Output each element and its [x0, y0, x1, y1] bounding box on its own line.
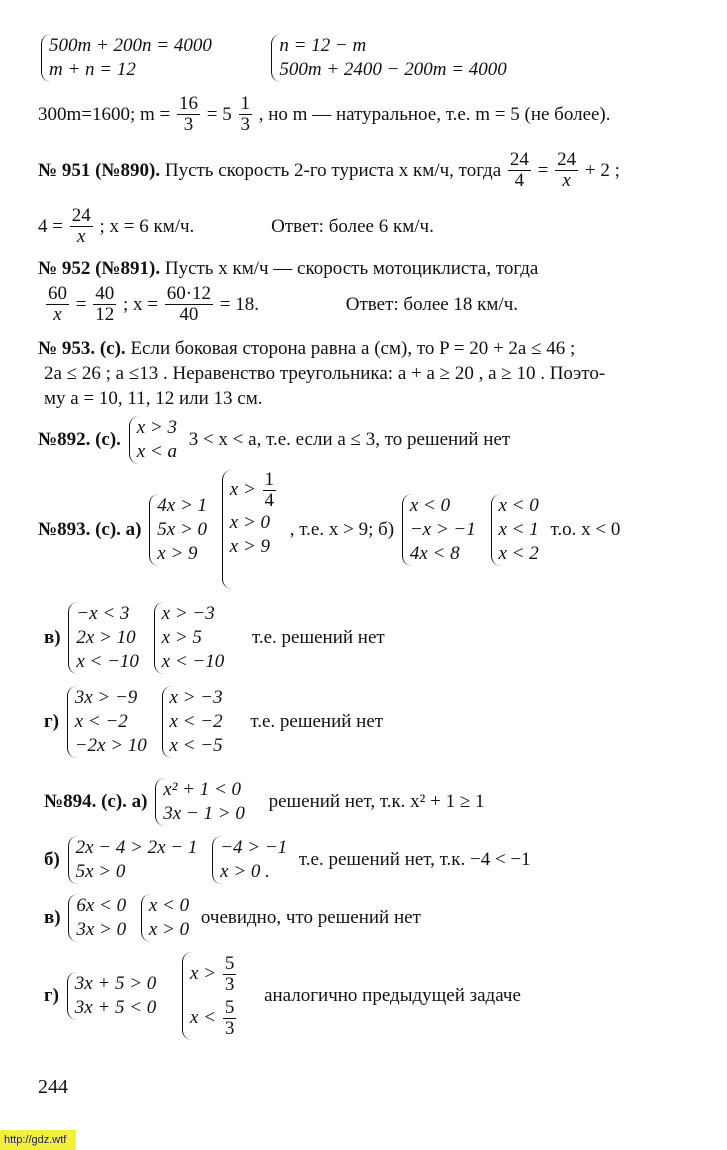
problem-number: № 952 (№891). [38, 258, 161, 279]
part-label: в) [44, 627, 61, 648]
equation: x < 2 [498, 542, 539, 564]
expression: = [537, 159, 549, 181]
equation: n = 12 − m [279, 35, 367, 56]
fraction: $\frac{1}{3}$ [240, 93, 250, 135]
equation-system [491, 494, 543, 566]
expression: ; x = [122, 293, 158, 315]
equation: x < −10 [76, 651, 139, 672]
problem-953-line [38, 338, 575, 360]
equation: 500m + 200n = 4000 [49, 35, 212, 56]
part-label: б) [44, 849, 60, 870]
expression: , но m — натуральное, т.е. m = 5 (не более). [258, 103, 611, 125]
text-line: му a = 10, 11, 12 или 13 см. [44, 388, 263, 409]
equation-system [402, 494, 480, 566]
problem-number: №892. (с). [38, 429, 121, 450]
equation: 5x > 0 [75, 861, 126, 882]
equation-system [68, 602, 143, 674]
equation: x < −2 [169, 711, 223, 732]
equation: x < a [136, 441, 177, 462]
expression: 3 < x < a, т.е. если a ≤ 3, то решений нет [188, 429, 511, 450]
expression: = 18. [219, 293, 260, 315]
equation-system [212, 836, 291, 884]
problem-number: №894. (с). а) [44, 791, 148, 812]
expression: т.е. решений нет [250, 711, 384, 732]
equation-system [141, 894, 193, 942]
problem-number: № 951 (№890). [38, 159, 161, 181]
problem-893-line [38, 470, 620, 589]
equation-system [182, 952, 242, 1040]
equation-system [68, 836, 202, 884]
fraction: $\frac{24}{x}$ [71, 205, 91, 247]
equation: 500m + 2400 − 200m = 4000 [279, 59, 507, 80]
solution-line [38, 206, 434, 247]
equation: x < 0 [409, 494, 451, 516]
fraction: $\frac{1}{4}$ [264, 469, 275, 511]
part-b-line [44, 836, 531, 884]
equation-system [67, 972, 161, 1020]
fraction: $\frac{40}{12}$ [95, 283, 115, 325]
equation-system [154, 602, 229, 674]
expression: = [75, 293, 87, 315]
expression: ; x = 6 км/ч. [99, 215, 195, 237]
expression: т.е. решений нет, т.к. −4 < −1 [298, 849, 531, 870]
fraction: $\frac{5}{3}$ [224, 997, 235, 1040]
equation: x < −2 [74, 711, 128, 732]
equation: x > 0 . [220, 861, 270, 882]
equation: x < −10 [161, 651, 225, 672]
problem-952-line [38, 258, 538, 280]
expression: , т.е. x > 9; б) [289, 518, 395, 540]
part-v-line [44, 602, 385, 674]
equation: −4 > −1 [220, 837, 288, 858]
equation: −2x > 10 [74, 735, 147, 756]
equation: 3x + 5 > 0 [74, 973, 157, 994]
equation: x < 0 [148, 895, 190, 916]
equation: 4x < 8 [409, 542, 460, 564]
answer-text: Ответ: более 18 км/ч. [345, 293, 519, 315]
expression: очевидно, что решений нет [200, 907, 421, 928]
expression: т.о. x < 0 [550, 518, 621, 540]
equation: 3x > 0 [76, 919, 127, 940]
equation-system [67, 686, 151, 758]
expression: + 2 ; [584, 159, 620, 181]
expression: 4 = [38, 215, 63, 237]
equation: x > 0 [229, 512, 271, 533]
equation: x < 0 [498, 494, 539, 516]
equation-system [155, 778, 249, 826]
page-number: 244 [38, 1076, 68, 1098]
equation-system [162, 686, 227, 758]
equation-system [222, 470, 282, 589]
equation: m + n = 12 [49, 59, 136, 80]
fraction: $\frac{24}{x}$ [557, 149, 577, 191]
equation: 4x > 1 [157, 494, 208, 516]
equation: x < $\frac{5}{3}$ [190, 997, 235, 1040]
solution-line [44, 284, 518, 325]
equation: x² + 1 < 0 [163, 779, 242, 800]
equation-system [68, 894, 130, 942]
expression: решений нет, т.к. x² + 1 ≥ 1 [268, 791, 485, 812]
equation: −x < 3 [76, 603, 130, 624]
part-g2-line [44, 952, 521, 1040]
part-label: г) [44, 985, 59, 1006]
equation: 5x > 0 [157, 518, 208, 540]
equation: x > 5 [161, 627, 202, 648]
equation-system [41, 34, 216, 82]
part-v2-line [44, 894, 421, 942]
equation: x > $\frac{5}{3}$ [190, 953, 235, 996]
problem-text: Если боковая сторона равна a (см), то P = 20 + 2a ≤ 46 ; [130, 338, 576, 359]
equation: 3x > −9 [74, 687, 138, 708]
expression: 300m=1600; m = [38, 103, 171, 125]
equation: −x > −1 [409, 518, 476, 540]
equation: 2x > 10 [76, 627, 136, 648]
fraction: $\frac{24}{4}$ [509, 149, 529, 191]
text-line: 2a ≤ 26 ; a ≤13 . Неравенство треугольника: a + a ≥ 20 , a ≥ 10 . Поэто- [44, 363, 606, 384]
answer-text: Ответ: более 6 км/ч. [271, 215, 434, 237]
equation-system [271, 34, 510, 82]
fraction: $\frac{60\cdot 12}{40}$ [166, 283, 212, 325]
fraction: $\frac{5}{3}$ [224, 953, 235, 996]
expression: аналогично предыдущей задаче [264, 985, 521, 1006]
equation: 3x − 1 > 0 [163, 803, 245, 824]
equation: x < 1 [498, 518, 539, 540]
problem-number: №893. (с). а) [38, 518, 142, 540]
problem-892-line [38, 416, 510, 464]
system-pair-line [38, 34, 514, 82]
part-label: в) [44, 907, 61, 928]
part-g-line [44, 686, 383, 758]
equation: x > 9 [157, 542, 198, 564]
equation: x > −3 [161, 603, 215, 624]
equation: x > 9 [229, 536, 271, 557]
problem-text: Пусть скорость 2-го туриста x км/ч, тогда [164, 159, 502, 181]
watermark-link[interactable]: http://gdz.wtf [0, 1130, 76, 1150]
problem-text: Пусть x км/ч — скорость мотоциклиста, тогда [164, 258, 539, 279]
problem-951-line [38, 150, 620, 191]
equation: x > 3 [136, 417, 177, 438]
problem-number: № 953. (с). [38, 338, 126, 359]
solution-line [38, 94, 611, 135]
equation: x > −3 [169, 687, 223, 708]
equation-system [129, 416, 181, 464]
expression: т.е. решений нет [252, 627, 385, 648]
equation: 2x − 4 > 2x − 1 [75, 837, 198, 858]
fraction: $\frac{16}{3}$ [179, 93, 199, 135]
part-label: г) [44, 711, 59, 732]
equation: 3x + 5 < 0 [74, 997, 157, 1018]
expression: = 5 [206, 103, 232, 125]
equation: x > 0 [148, 919, 190, 940]
problem-894-line [44, 778, 485, 826]
equation-system [149, 494, 211, 566]
equation: 6x < 0 [76, 895, 127, 916]
equation: x > $\frac{1}{4}$ [229, 469, 275, 511]
equation: x < −5 [169, 735, 223, 756]
fraction: $\frac{60}{x}$ [48, 283, 67, 325]
